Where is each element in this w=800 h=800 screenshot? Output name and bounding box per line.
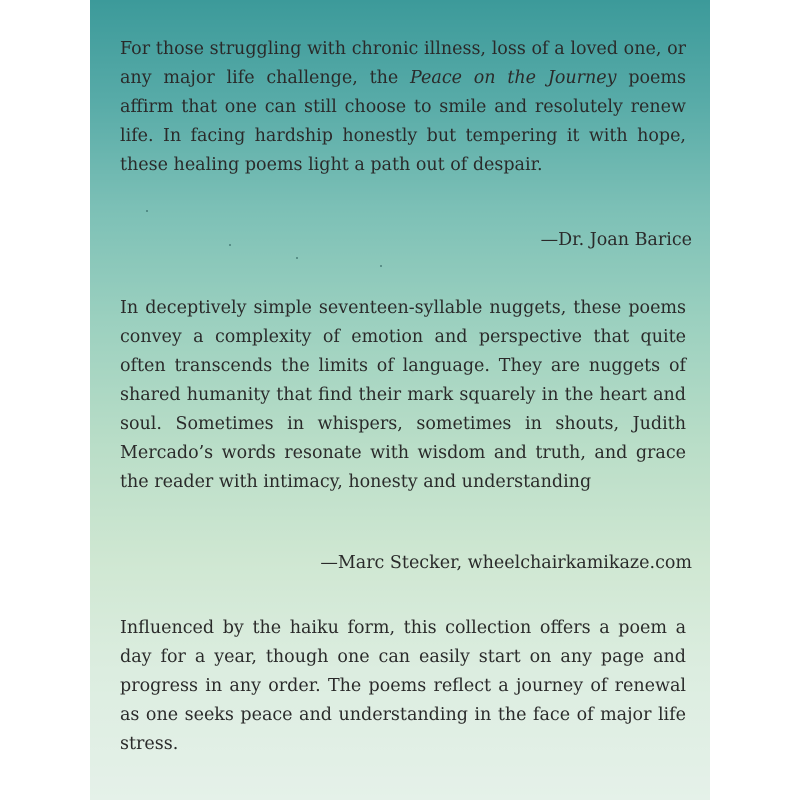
blurb-1-text-start: For those struggling with chronic illness, loss of a loved one, or any major life challenge, the — [120, 39, 686, 88]
back-cover — [90, 0, 710, 800]
print-speck — [296, 257, 298, 259]
print-speck — [380, 265, 382, 267]
blurb-paragraph-2: In deceptively simple seventeen-syllable nuggets, these poems convey a complexity of emotion and perspective that quite often transcends the limits of language. They are nuggets of shared humanity that find their mark squarely in the heart and soul. Sometimes in whispers, sometimes in shouts, Judith Mercado’s words resonate with wisdom and truth, and grace the reader with intimacy, honesty and understanding — [120, 298, 686, 492]
blurb-2-attribution: —Marc Stecker, wheelchairkamikaze.com — [320, 553, 692, 573]
blurb-1-text-end: poems affirm that one can still choose to smile and resolutely renew life. In facing hardship honestly but tempering it with hope, these healing poems light a path out of despair. — [120, 68, 686, 175]
blurb-paragraph-1 — [120, 35, 686, 180]
blurb-1-attribution: —Dr. Joan Barice — [540, 230, 692, 250]
print-speck — [146, 210, 148, 212]
print-speck — [229, 244, 231, 246]
book-title: Peace on the Journey — [410, 68, 617, 88]
description-paragraph: Influenced by the haiku form, this collection offers a poem a day for a year, though one can easily start on any page and progress in any order. The poems reflect a journey of renewal as one seeks peace and understanding in the face of major life stress. — [120, 618, 686, 754]
